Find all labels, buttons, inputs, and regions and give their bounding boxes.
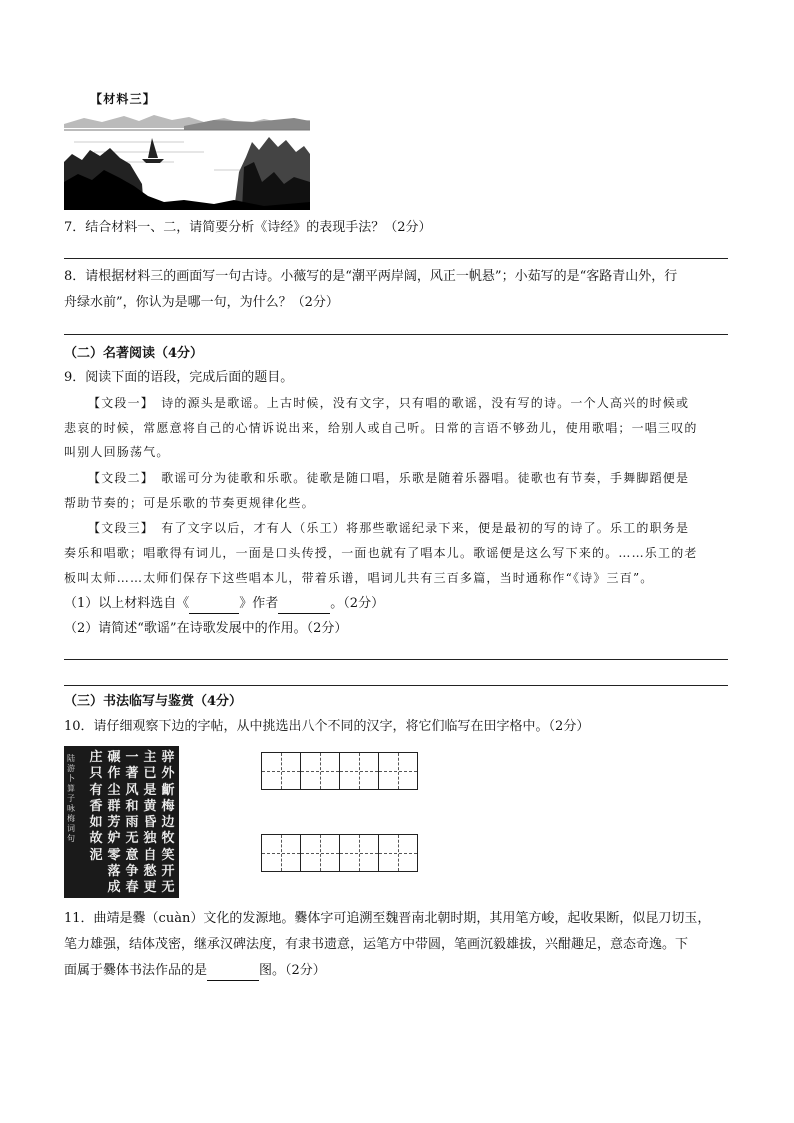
section-3-title: （三）书法临写与鉴赏（4分） xyxy=(64,694,243,709)
tianzige-cell[interactable] xyxy=(262,835,301,871)
question-9: 9．阅读下面的语段，完成后面的题目。 xyxy=(64,370,294,385)
figure-answer-blank[interactable] xyxy=(207,966,259,981)
passage-3-line3: 板叫太师……太师们保存下这些唱本儿，带着乐谱，唱词儿共有三百多篇，当时通称作“《诗》三百”。 xyxy=(64,571,654,585)
calligraphy-inscription: 陆游卜算子咏梅词句 xyxy=(67,754,75,843)
author-blank[interactable] xyxy=(278,599,330,614)
passage-2-line2: 帮助节奏的；可是乐歌的节奏更规律化些。 xyxy=(64,496,315,510)
question-9-2: （2）请简述“歌谣”在诗歌发展中的作用。（2分） xyxy=(64,621,348,636)
question-8-line1: 8．请根据材料三的画面写一句古诗。小薇写的是“潮平两岸阔，风正一帆悬”；小茹写的是“客路青山外，行 xyxy=(64,269,678,284)
q9-1-text-c: 。（2分） xyxy=(330,596,385,611)
calligraphy-column: 骍 外 齗 梅 边 牧 笑 开 无 xyxy=(161,750,175,896)
tianzige-cell[interactable] xyxy=(301,835,340,871)
question-9-1 xyxy=(64,594,384,614)
calligraphy-column: 主 已 是 黄 昏 独 自 愁 更 xyxy=(143,750,157,896)
q11-text-a: 面属于爨体书法作品的是 xyxy=(64,963,208,978)
q9-1-text-b: 》作者 xyxy=(239,596,279,611)
book-title-blank[interactable] xyxy=(189,599,239,614)
passage-3-line1: 【文段三】 有了文字以后，才有人（乐工）将那些歌谣纪录下来，便是最初的写的诗了。乐工的职务是 xyxy=(88,521,690,535)
question-10: 10．请仔细观察下边的字帖，从中挑选出八个不同的汉字，将它们临写在田字格中。（2分） xyxy=(64,719,590,734)
tianzige-cell[interactable] xyxy=(301,753,340,789)
passage-1-line2: 悲哀的时候，常愿意将自己的心情诉说出来，给别人或自己听。日常的言语不够劲儿，使用歌唱；一唱三叹的 xyxy=(64,421,698,435)
calligraphy-copybook xyxy=(64,746,179,898)
calligraphy-column: 庄 只 有 香 如 故 泥 xyxy=(89,750,103,863)
q9-1-text-a: （1）以上材料选自《 xyxy=(64,596,190,611)
question-11-line2: 笔力雄强，结体茂密，继承汉碑法度，有隶书遗意，运笔方中带圆，笔画沉毅雄拔，兴酣趣足，意态奇逸。下 xyxy=(64,937,689,952)
tianzige-cell[interactable] xyxy=(262,753,301,789)
tianzige-cell[interactable] xyxy=(340,835,379,871)
tianzige-cell[interactable] xyxy=(379,835,417,871)
tianzige-cell[interactable] xyxy=(340,753,379,789)
passage-2-line1: 【文段二】 歌谣可分为徒歌和乐歌。徒歌是随口唱，乐歌是随着乐器唱。徒歌也有节奏，手舞脚蹈便是 xyxy=(88,471,690,485)
question-11-line1: 11．曲靖是爨（cuàn）文化的发源地。爨体字可追溯至魏晋南北朝时期，其用笔方峻，起收果断，似昆刀切玉， xyxy=(64,911,711,926)
question-7: 7．结合材料一、二，请简要分析《诗经》的表现手法？（2分） xyxy=(64,220,432,235)
answer-line xyxy=(64,334,728,335)
passage-1-line1: 【文段一】 诗的源头是歌谣。上古时候，没有文字，只有唱的歌谣，没有写的诗。一个人高兴的时候或 xyxy=(88,396,690,410)
calligraphy-column: 一 著 风 和 雨 无 意 争 春 xyxy=(125,750,139,896)
tianzige-grid-row-2[interactable] xyxy=(261,834,418,872)
question-8-line2: 舟绿水前”，你认为是哪一句，为什么？（2分） xyxy=(64,295,339,310)
tianzige-grid-row-1[interactable] xyxy=(261,752,418,790)
answer-line xyxy=(64,685,728,686)
calligraphy-column: 碾 作 尘 群 芳 妒 零 落 成 xyxy=(107,750,121,896)
tianzige-cell[interactable] xyxy=(379,753,417,789)
question-11-line3 xyxy=(64,961,326,981)
passage-3-line2: 奏乐和唱歌；唱歌得有词儿，一面是口头传授，一面也就有了唱本儿。歌谣便是这么写下来的。……乐工的老 xyxy=(64,546,698,560)
section-2-title: （二）名著阅读（4分） xyxy=(64,346,204,361)
answer-line xyxy=(64,258,728,259)
landscape-illustration xyxy=(64,112,310,210)
answer-line xyxy=(64,659,728,660)
q11-text-b: 图。（2分） xyxy=(259,963,326,978)
material3-label: 【材料三】 xyxy=(90,92,157,106)
passage-1-line3: 叫别人回肠荡气。 xyxy=(64,445,170,459)
